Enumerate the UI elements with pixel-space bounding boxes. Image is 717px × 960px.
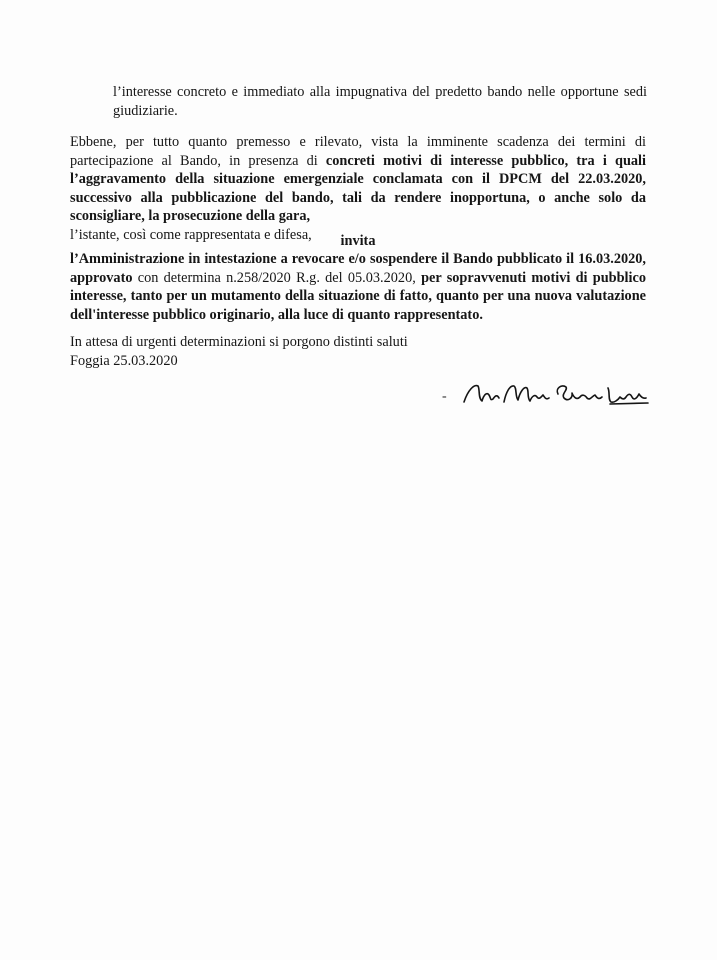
- paragraph-amministrazione-bold-1: l’Amministrazione in intestazione a revocare e/o sospendere il Bando pubblicato il 16.03.2020, approvato: [70, 251, 646, 286]
- signature-svg: [460, 380, 650, 410]
- signature-area: [430, 378, 660, 414]
- closing-salutation: In attesa di urgenti determinazioni si porgono distinti saluti: [70, 334, 408, 350]
- paragraph-ebbene-bold: concreti motivi di interesse pubblico, tra i quali l’aggravamento della situazione emergenziale conclamata con il DPCM del 22.03.2020, successivo alla pubblicazione del bando, tali da rendere inopportuna, o anche solo da sconsigliare, la prosecuzione della gara,: [70, 152, 646, 225]
- closing-block: [70, 333, 570, 370]
- paragraph-ebbene-istante: l’istante, così come rappresentata e difesa,: [70, 226, 312, 243]
- paragraph-ebbene-intro: Ebbene, per tutto quanto premesso e rilevato, vista la imminente scadenza dei termini di partecipazione al Bando, in presenza di: [70, 134, 646, 169]
- paragraph-amministrazione: [70, 250, 646, 324]
- paragraph-interesse-text: l’interesse concreto e immediato alla impugnativa del predetto bando nelle opportune sedi giudiziarie.: [113, 84, 647, 119]
- paragraph-interesse: [113, 83, 647, 120]
- place-date: Foggia 25.03.2020: [70, 352, 178, 369]
- paragraph-amministrazione-normal: con determina n.258/2020 R.g. del 05.03.2020,: [132, 269, 422, 286]
- handwritten-signature: [460, 380, 650, 410]
- signature-dash: -: [442, 389, 447, 404]
- paragraph-amministrazione-bold-2: per sopravvenuti motivi di pubblico interesse, tanto per un mutamento della situazione di fatto, quanto per una nuova valutazione dell'interesse pubblico originario, alla luce di quanto rappresentato.: [70, 269, 646, 323]
- paragraph-ebbene: [70, 133, 646, 245]
- invita-heading: invita: [340, 233, 376, 249]
